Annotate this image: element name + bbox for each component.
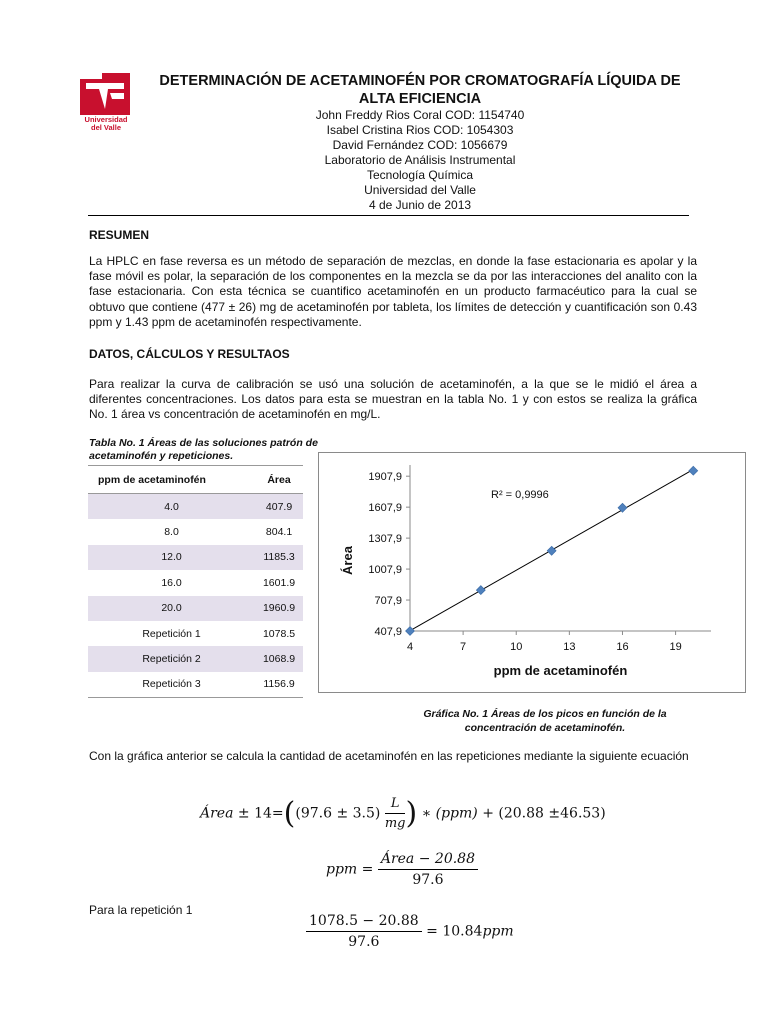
table-row [88, 519, 303, 544]
y-tick-label: 1607,9 [368, 502, 402, 515]
author-line: Isabel Cristina Rios COD: 1054303 [326, 123, 514, 137]
cell-ppm: 8.0 [164, 526, 179, 539]
table-row [88, 646, 303, 671]
eq1-unit-den: mg [384, 816, 406, 831]
eq3-den: 97.6 [348, 934, 380, 950]
header-divider [88, 215, 689, 216]
y-tick-label: 1907,9 [368, 471, 402, 484]
y-tick-label: 1007,9 [368, 564, 402, 577]
table-caption [89, 437, 349, 463]
chart-caption-line2: concentración de acetaminofén. [464, 722, 626, 734]
resumen-heading: RESUMEN [89, 228, 150, 242]
data-point [547, 546, 556, 555]
eq1-pm: ± [237, 805, 250, 822]
eq3-unit: ppm [482, 923, 514, 940]
cell-ppm: Repetición 3 [88, 672, 255, 698]
eq1-ppm: (ppm) [435, 805, 478, 822]
program-name: Tecnología Química [366, 168, 474, 182]
data-point [476, 586, 485, 595]
table-caption-line1: Tabla No. 1 Áreas de las soluciones patrón de [89, 437, 318, 449]
eq1-slope: (97.6 [295, 805, 332, 822]
eq1-plus: + [482, 805, 494, 822]
cell-ppm: Repetición 2 [88, 646, 255, 671]
eq3-num: 1078.5 − 20.88 [306, 913, 422, 932]
x-tick-label: 16 [616, 641, 629, 653]
resumen-text: La HPLC en fase reversa es un método de separación de mezclas, en donde la fase estacionaria es apolar y la fase móvil es polar, la separación de los componentes en la mezcla se da por las interacciones del analito con la fase estacionaria. Con esta técnica se cuantifico acetaminofén en un producto farmacéutico para la cual se obtuvo que contiene (477 ± 26) mg de acetaminofén por tableta, los límites de detección y cuantificación son 0.43 ppm y 1.43 ppm de acetaminofén respectivamente. [89, 254, 697, 329]
eq2-den: 97.6 [412, 872, 444, 888]
y-tick-label: 1307,9 [368, 533, 402, 546]
cell-ppm: 16.0 [161, 576, 182, 589]
equation-repetition1 [306, 913, 514, 950]
logo-name-line2: del Valle [90, 123, 122, 132]
y-tick-label: 707,9 [374, 595, 402, 608]
author-block [150, 108, 690, 213]
table-row [88, 672, 303, 698]
datos-heading: DATOS, CÁLCULOS Y RESULTAOS [89, 347, 290, 361]
eq3-result: 10.84 [442, 923, 483, 940]
cell-area: 1078.5 [262, 627, 296, 640]
calc-intro: Con la gráfica anterior se calcula la cantidad de acetaminofén en las repeticiones mediante la siguiente ecuación [89, 749, 689, 763]
cell-area: 1960.9 [255, 596, 303, 621]
table-row [88, 621, 303, 646]
cell-ppm: 4.0 [88, 494, 255, 520]
university-name: Universidad del Valle [364, 183, 476, 197]
x-tick-label: 4 [406, 641, 414, 653]
cell-area: 1601.9 [262, 576, 296, 589]
calibration-chart [318, 452, 746, 693]
x-axis-label: ppm de acetaminofén [493, 663, 628, 678]
eq1-times: ∗ [421, 805, 432, 822]
eq3-fraction [306, 913, 422, 950]
university-logo [80, 73, 132, 132]
cell-area: 1068.9 [255, 646, 303, 671]
eq1-unit-fraction [385, 796, 406, 831]
table-row [88, 545, 303, 570]
author-line: David Fernández COD: 1056679 [332, 138, 508, 152]
eq1-equals: = [271, 805, 284, 822]
x-tick-label: 7 [460, 641, 467, 653]
calibration-table [88, 465, 303, 698]
title-line1: DETERMINACIÓN DE ACETAMINOFÉN POR CROMATOGRAFÍA LÍQUIDA DE [159, 73, 681, 89]
chart-svg [319, 453, 745, 692]
chart-caption-line1: Gráfica No. 1 Áreas de los picos en función de la [423, 708, 667, 720]
cell-area: 1185.3 [255, 545, 303, 570]
x-tick-label: 19 [669, 641, 682, 653]
eq2-lhs: ppm [326, 861, 358, 878]
univalle-logo-icon [80, 73, 130, 115]
datos-text: Para realizar la curva de calibración se usó una solución de acetaminofén, a la que se le midió el área a diferentes concentraciones. Los datos para esta se muestran en la tabla No. 1 y con estos se realiza la gráfica No. 1 área vs concentración de acetaminofén en mg/L. [89, 377, 697, 422]
equation-ppm [326, 851, 478, 888]
page-title [140, 72, 700, 108]
eq1-err: 14 [254, 805, 272, 822]
repetition-label: Para la repetición 1 [89, 903, 193, 917]
author-line: John Freddy Rios Coral COD: 1154740 [315, 108, 525, 122]
cell-ppm: 12.0 [88, 545, 255, 570]
data-point [689, 466, 698, 475]
table-header-row [88, 466, 303, 494]
cell-area: 407.9 [255, 494, 303, 520]
eq1-intercept-err: 46.53) [560, 805, 606, 822]
equation-area: Área ± 14=((97.6 ± 3.5) $\frac{L}{mg}$ ) ∗ (ppm) + (20.88 ±46.53) [200, 796, 606, 831]
title-line2: ALTA EFICIENCIA [358, 91, 482, 107]
table-row [88, 494, 303, 520]
logo-name-line1: Universidad [84, 115, 128, 124]
eq1-lhs: Área [200, 805, 234, 822]
data-point [406, 627, 415, 636]
table-row [88, 570, 303, 595]
eq1-pm3: ± [548, 805, 561, 822]
cell-ppm: 20.0 [88, 596, 255, 621]
y-axis-label: Área [340, 546, 355, 575]
col-header-ppm: ppm de acetaminofén [88, 466, 255, 494]
cell-area: 1156.9 [255, 672, 303, 698]
data-point [618, 503, 627, 512]
table-caption-line2: acetaminofén y repeticiones. [89, 450, 234, 462]
eq2-equals: = [361, 861, 374, 878]
r-squared-annotation: R² = 0,9996 [491, 489, 549, 501]
eq1-slope-err: 3.5) [352, 805, 381, 822]
cell-ppm: Repetición 1 [142, 627, 201, 640]
eq1-pm2: ± [336, 805, 349, 822]
eq2-num: Área − 20.88 [378, 851, 478, 870]
report-date: 4 de Junio de 2013 [368, 198, 472, 212]
eq1-intercept: (20.88 [498, 805, 544, 822]
y-tick-label: 407,9 [374, 626, 402, 638]
cell-area: 804.1 [265, 526, 293, 539]
eq1-unit-num: L [385, 796, 406, 814]
table-row [88, 596, 303, 621]
x-tick-label: 13 [563, 641, 576, 653]
lab-name: Laboratorio de Análisis Instrumental [324, 153, 516, 167]
col-header-area: Área [255, 466, 303, 494]
x-tick-label: 10 [510, 641, 523, 653]
eq2-fraction [378, 851, 478, 888]
eq3-equals: = [426, 923, 438, 940]
chart-caption [390, 707, 700, 735]
